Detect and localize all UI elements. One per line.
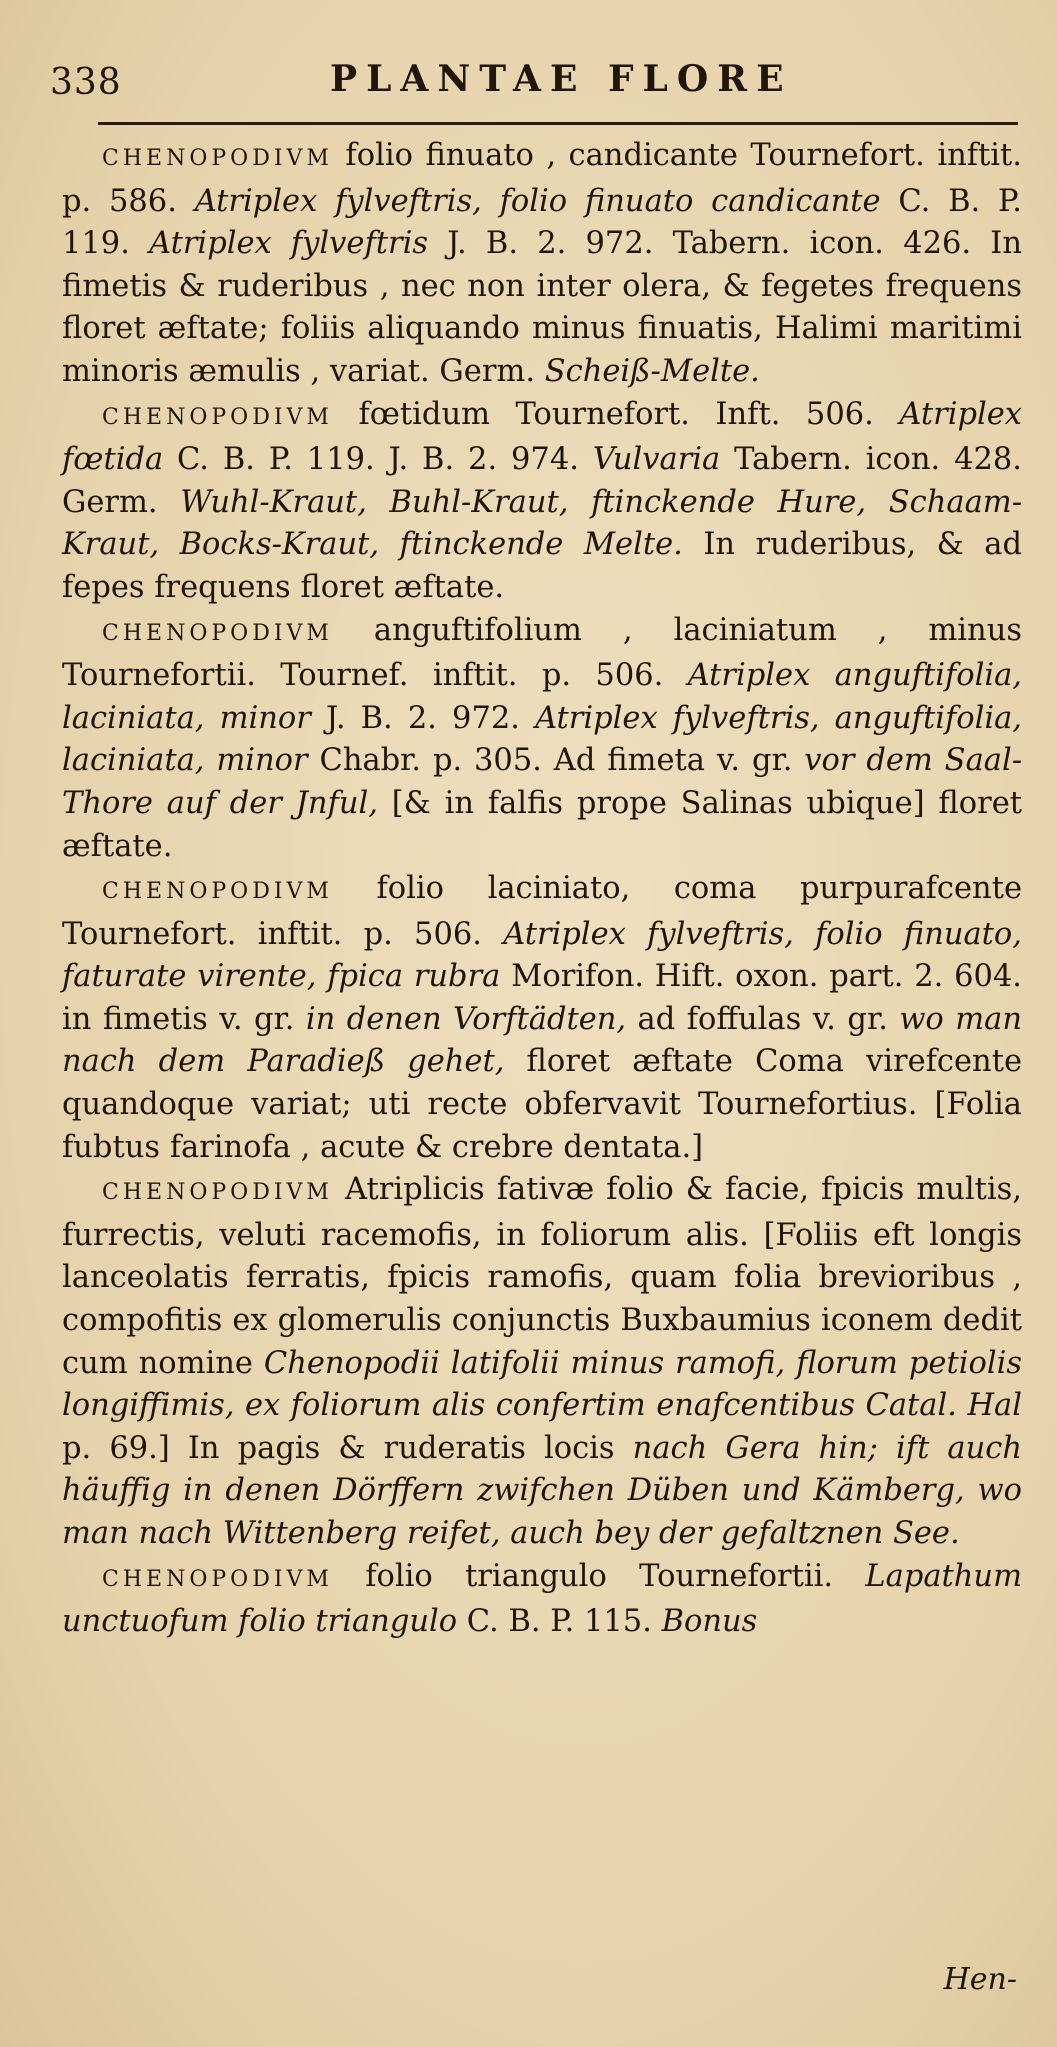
text-run: anguftifolium , laciniatum , minus Tournefortii. Tournef. inftit. p. 506. <box>62 612 1022 694</box>
text-run: ad foffulas v. gr. <box>626 1001 900 1037</box>
text-run: Tabern. icon. 428. Germ. <box>62 442 1022 520</box>
italic-text: nach Gera hin; ift auch häuffig in denen Dörffern zwifchen Düben und Kämberg, wo man nach Wittenberg reifet, auch bey der gefaltznen See. <box>62 1430 1022 1551</box>
genus-name: CHENOPODIVM <box>102 1180 333 1206</box>
italic-text: Chenopodii latifolii minus ramofi, florum petiolis longiffimis, ex foliorum alis confertim enafcentibus Catal. Hal <box>62 1345 1022 1424</box>
text-run: J. B. 2. 972. Tabern. icon. 426. In fimetis & ruderibus , nec non inter olera, & fegetes frequens floret æftate; foliis aliquando minus finuatis, Halimi maritimi minoris æmulis , variat. Germ. <box>62 226 1022 389</box>
text-run: C. B. P. 115. <box>457 1604 662 1640</box>
italic-text: Atriplex fylveftris, folio finuato candicante <box>194 183 881 219</box>
italic-text: wo man nach dem Paradieß gehet, <box>62 1001 1022 1080</box>
genus-name: CHENOPODIVM <box>102 146 333 171</box>
text-run: p. 69.] In pagis & ruderatis locis <box>62 1430 633 1466</box>
italic-text: Atriplex anguftifolia, laciniata, minor <box>62 658 1022 736</box>
page-header <box>50 52 1030 112</box>
text-run: Morifon. Hift. oxon. part. 2. 604. in fimetis v. gr. <box>62 959 1022 1037</box>
italic-text: vor dem Saal-Thore auf der Jnful, <box>62 743 1023 821</box>
text-run: In ruderibus, & ad fepes frequens floret æftate. <box>62 527 1022 605</box>
italic-text: Atriplex fylveftris, folio finuato, faturate virente, fpica rubra <box>62 916 1022 995</box>
text-run: fœtidum Tournefort. Inft. 506. <box>332 396 900 432</box>
italic-text: Wuhl-Kraut, Buhl-Kraut, ftinckende Hure, Schaam-Kraut, Bocks-Kraut, ftinckende Melte. <box>62 484 1022 563</box>
text-run: C. B. P. 119. <box>62 183 1022 262</box>
entry <box>62 394 1022 610</box>
running-head: PLANTAE FLORE <box>330 58 793 100</box>
body-text <box>62 135 1022 1644</box>
italic-text: Scheiß-Melte. <box>544 353 760 389</box>
genus-name: CHENOPODIVM <box>102 879 333 905</box>
text-run: [& in falfis prope Salinas ubique] floret æftate. <box>62 785 1022 864</box>
italic-text: Lapathum unctuofum folio triangulo <box>62 1558 1022 1640</box>
text-run: C. B. P. 119. J. B. 2. 974. <box>163 442 593 478</box>
italic-text: Bonus <box>661 1604 758 1640</box>
italic-text: Vulvaria <box>592 442 721 478</box>
text-run: floret æftate Coma virefcente quandoque variat; uti recte obfervavit Tournefortius. [Folia fubtus farinofa , acute & crebre dentata.] <box>62 1044 1022 1165</box>
italic-text: in denen Vorftädten, <box>305 1001 627 1037</box>
italic-text: Atriplex fœtida <box>62 396 1022 478</box>
entry <box>62 868 1022 1169</box>
italic-text: Atriplex fylveftris <box>149 226 428 262</box>
genus-name: CHENOPODIVM <box>102 1566 333 1592</box>
genus-name: CHENOPODIVM <box>102 620 333 646</box>
text-run: J. B. 2. 972. <box>310 700 536 736</box>
text-run: Chabr. p. 305. Ad fimeta v. gr. <box>307 743 805 779</box>
italic-text: Atriplex fylveftris, anguftifolia, laciniata, minor <box>62 700 1022 779</box>
page-number: 338 <box>50 62 122 103</box>
entry <box>62 610 1022 869</box>
text-run: Atriplicis fativæ folio & facie, fpicis multis, furrectis, veluti racemofis, in foliorum alis. [Foliis eft longis lanceolatis ferratis, fpicis ramofis, quam folia brevioribus , compofitis ex glomerulis conjunctis Buxbaumius iconem dedit cum nomine <box>62 1172 1022 1381</box>
entry <box>62 135 1022 394</box>
entry <box>62 1169 1022 1555</box>
text-run: folio laciniato, coma purpurafcente Tournefort. inftit. p. 506. <box>62 871 1022 952</box>
header-rule <box>98 122 1018 125</box>
text-run: folio triangulo Tournefortii. <box>332 1558 866 1594</box>
genus-name: CHENOPODIVM <box>102 404 333 430</box>
catchword: Hen- <box>943 1962 1017 1997</box>
text-run: folio finuato , candicante Tournefort. inftit. p. 586. <box>62 138 1022 219</box>
entry <box>62 1556 1022 1644</box>
